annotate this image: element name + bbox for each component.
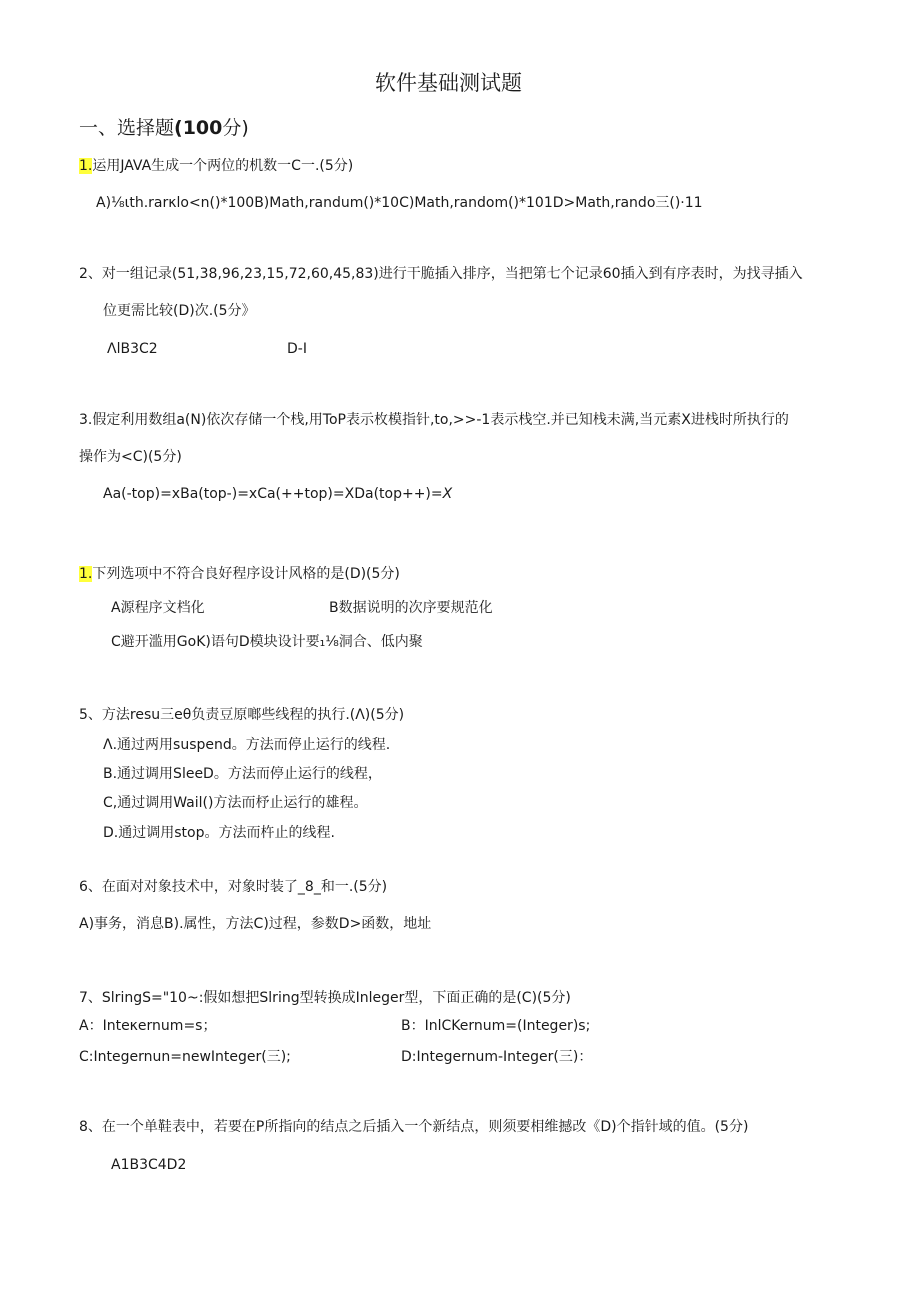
question-5-option-b: B.通过调用SleeD。方法而停止运行的线程，: [103, 766, 382, 782]
question-7-stem: 7、SlringS="10~:假如想把Slring型转换成Inleger型，下面正确的是(C)(5分): [79, 990, 571, 1006]
question-2-stem-cont: 位更需比较(D)次.(5分》: [103, 303, 256, 319]
question-5-option-a: Λ.通过两用suspend。方法而停止运行的线程.: [103, 737, 391, 753]
question-4-option-a: A源程序文档化: [111, 600, 205, 616]
question-3-options: [103, 485, 452, 503]
question-4-number: 1.: [79, 566, 93, 582]
question-5-stem: 5、方法resu三eθ负责豆原啷些线程的执行.(Λ)(5分): [79, 707, 405, 723]
question-1-options: A)⅛ιth.rarκlo<n()*100B)Math,randum()*10C)Math,random()*101D>Math,rando三()·11: [96, 195, 703, 211]
question-5-option-c: C,通过调用Wail()方法而杼止运行的雄程。: [103, 795, 368, 811]
section-points: (100: [174, 117, 223, 139]
question-2-option-d: D-I: [287, 341, 307, 357]
question-6-options: A)事务，消息B).属性，方法C)过程，参数D>函数，地址: [79, 916, 432, 932]
page-title: 软件基础测试题: [375, 71, 522, 95]
question-7-option-b: B：InlCKernum=(Integer)s;: [401, 1018, 591, 1034]
question-7-option-c: C:Integernun=newInteger(三);: [79, 1049, 291, 1065]
section-suffix: 分): [222, 117, 249, 139]
question-4-stem: 下列选项中不符合良好程序设计风格的是(D)(5分): [92, 566, 400, 582]
question-1-number: 1.: [79, 158, 93, 174]
question-1-stem: 运用JAVA生成一个两位的机数一C一.(5分): [92, 158, 354, 174]
question-1: [79, 157, 353, 175]
question-7-option-a: A：Inteκernum=s；: [79, 1018, 217, 1034]
question-8-stem: 8、在一个单鞋表中，若要在P所指向的结点之后插入一个新结点，则须要相维撼改《D)个指针域的值。(5分): [79, 1119, 749, 1135]
question-4-option-cd: C避开滥用GoK)语句D模块设计要₁⅛洞合、低内聚: [111, 634, 423, 650]
question-8-options: A1B3C4D2: [111, 1157, 187, 1173]
question-3-stem-cont: 操作为<C)(5分): [79, 449, 182, 465]
section-prefix: 一、选择题: [79, 117, 175, 139]
question-3-options-main: Aa(-top)=xBa(top-)=xCa(++top)=XDa(top++): [103, 486, 431, 502]
question-5-option-d: D.通过调用stop。方法而杵止的线程.: [103, 825, 335, 841]
question-3-stem: 3.假定利用数组a(N)依次存储一个栈,用ToP表示枚模指针,to,>>-1表示栈空.并已知栈未满,当元素X进栈时所执行的: [79, 412, 789, 428]
question-3-options-tail: =X: [430, 486, 453, 502]
question-2-option-a: ΛlB3C2: [107, 341, 158, 357]
question-7-option-d: D:Integernum-Integer(三)：: [401, 1049, 593, 1065]
section-heading: [79, 116, 249, 140]
question-4: [79, 565, 400, 583]
question-6-stem: 6、在面对对象技术中，对象时装了_8_和一.(5分): [79, 879, 388, 895]
question-4-option-b: B数据说明的次序要规范化: [329, 600, 493, 616]
question-2-stem: 2、对一组记录(51,38,96,23,15,72,60,45,83)进行干脆插入排序，当把第七个记录60插入到有序表时，为找寻插入: [79, 266, 803, 282]
